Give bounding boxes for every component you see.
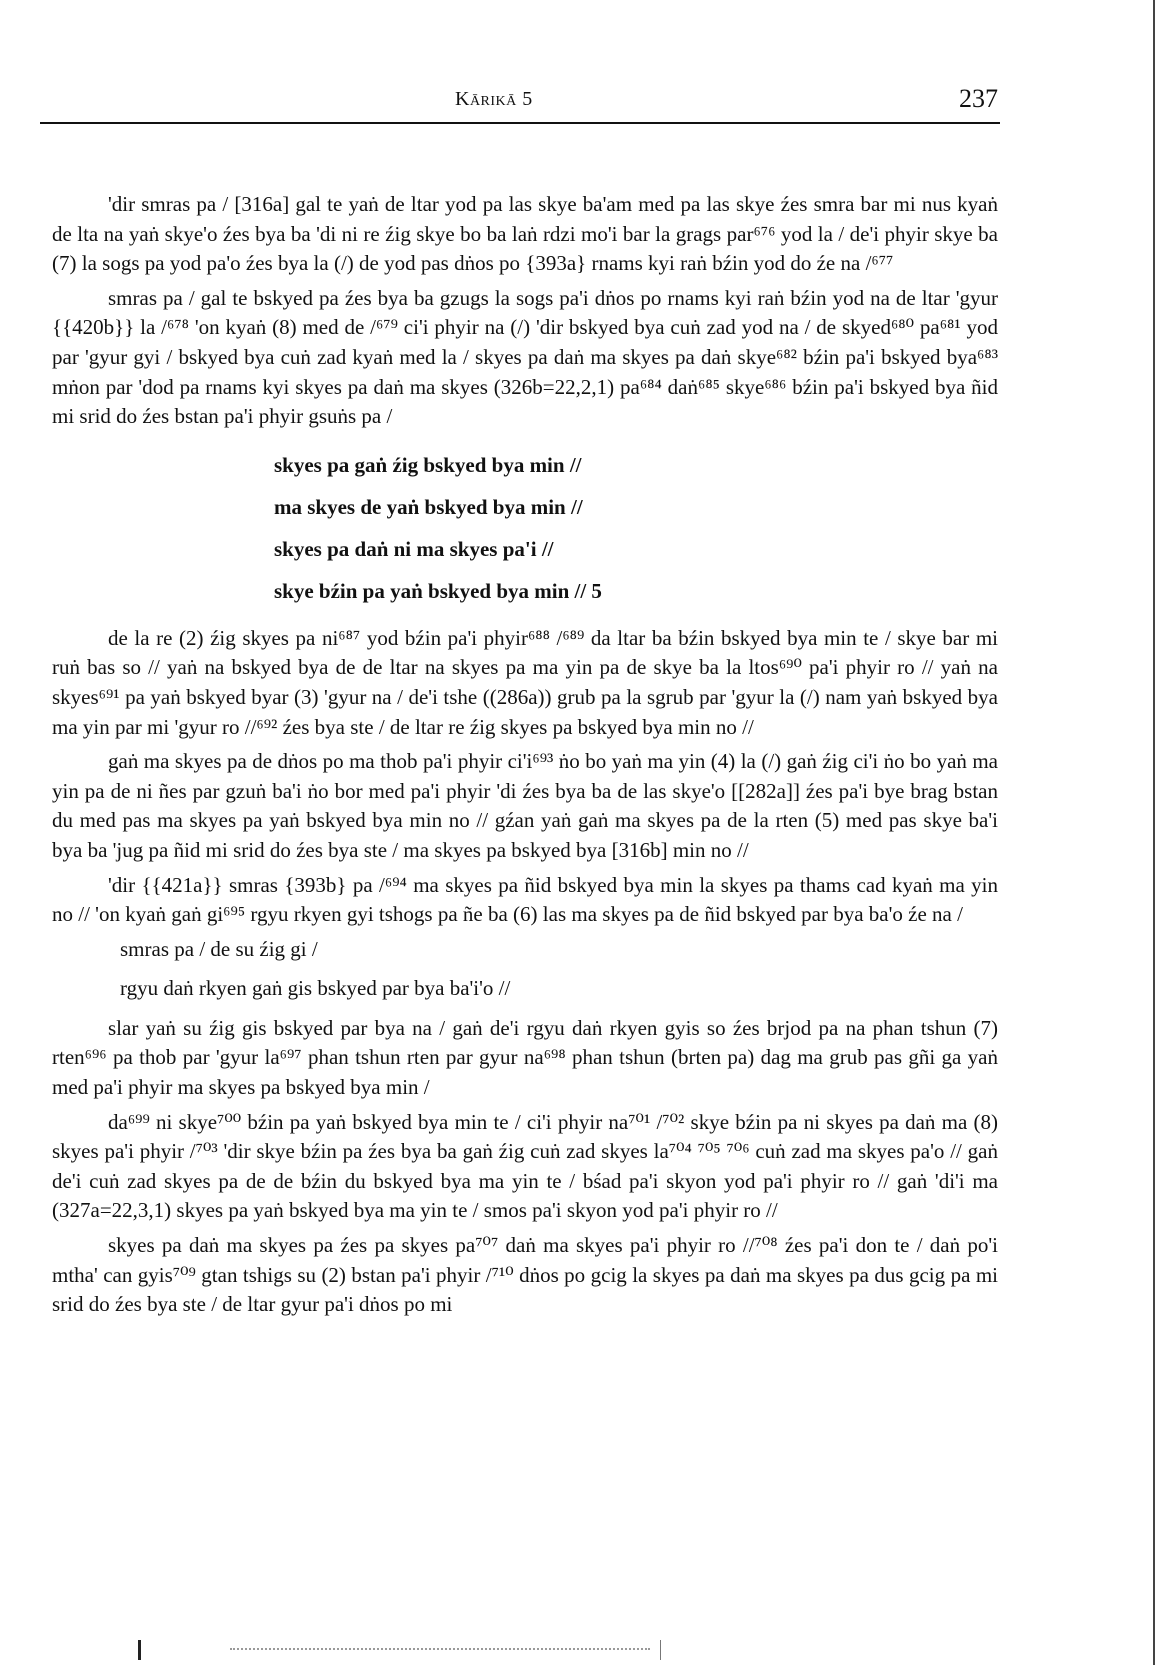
short-line: rgyu daṅ rkyen gaṅ gis bskyed par bya ba'i'o // [120, 976, 511, 1001]
paragraph: 'dir {{421a}} smras {393b} pa /⁶⁹⁴ ma skyes pa ñid bskyed bya min la skyes pa thams cad kyaṅ ma yin no // 'on kyaṅ gaṅ gi⁶⁹⁵ rgyu rkyen gyi tshogs pa ñe ba (6) las ma skyes pa de ñid bskyed par bya ba'o źe na / [52, 872, 998, 927]
paragraph: smras pa / gal te bskyed pa źes bya ba gzugs la sogs pa'i dṅos po rnams kyi raṅ bźin yod na de ltar 'gyur {{420b}} la /⁶⁷⁸ 'on kyaṅ (8) med de /⁶⁷⁹ ci'i phyir na (/) 'dir bskyed bya cuṅ zad yod na / de skyed⁶⁸⁰ pa⁶⁸¹ yod par 'gyur gyi / bskyed bya cuṅ zad kyaṅ med la / skyes pa daṅ ma skyes pa daṅ skye⁶⁸² bźin pa'i bskyed bya⁶⁸³ mṅon par 'dod pa rnams kyi skyes pa daṅ ma skyes (326b=22,2,1) pa⁶⁸⁴ daṅ⁶⁸⁵ skye⁶⁸⁶ bźin pa'i bskyed bya ñid mi srid do źes bstan pa'i phyir gsuṅs pa / [52, 285, 998, 429]
verse-line: skyes pa gaṅ źig bskyed bya min // [274, 452, 582, 477]
page-edge [1153, 0, 1155, 1665]
scan-mark [138, 1640, 141, 1660]
short-line: smras pa / de su źig gi / [120, 936, 318, 961]
running-title: Kārikā 5 [455, 88, 533, 110]
verse-block [52, 444, 998, 612]
verse-line: skyes pa daṅ ni ma skyes pa'i // [274, 536, 554, 561]
running-header [40, 84, 998, 116]
verse-line: ma skyes de yaṅ bskyed bya min // [274, 494, 583, 519]
paragraph: skyes pa daṅ ma skyes pa źes pa skyes pa⁷⁰⁷ daṅ ma skyes pa'i phyir ro //⁷⁰⁸ źes pa'i don te / daṅ po'i mtha' can gyis⁷⁰⁹ gtan tshigs su (2) bstan pa'i phyir /⁷¹⁰ dṅos po gcig la skyes pa daṅ ma skyes pa dus gcig pa mi srid do źes bya ste / de ltar gyur pa'i dṅos po mi [52, 1233, 998, 1317]
paragraph: 'dir smras pa / [316a] gal te yaṅ de ltar yod pa las skye ba'am med pa las skye źes smra bar mi nus kyaṅ de lta na yaṅ skye'o źes bya ba 'di ni re źig skye bo ba laṅ rdzi mo'i bar la grags par⁶⁷⁶ yod la / de'i phyir skye ba (7) la sogs pa yod pa'o źes bya la (/) de yod pas dṅos po {393a} rnams kyi raṅ bźin yod do źe na /⁶⁷⁷ [52, 192, 998, 276]
page-number: 237 [959, 84, 998, 113]
paragraph: da⁶⁹⁹ ni skye⁷⁰⁰ bźin pa yaṅ bskyed bya min te / ci'i phyir na⁷⁰¹ /⁷⁰² skye bźin pa ni skyes pa daṅ ma (8) skyes pa'i phyir /⁷⁰³ 'dir skye bźin pa źes bya ba gaṅ źig cuṅ zad skyes la⁷⁰⁴ ⁷⁰⁵ ⁷⁰⁶ cuṅ zad ma skyes pa'o // gaṅ de'i cuṅ zad skyes pa de de bźin du bskyed bya ma yin te / bśad pa'i skyon yod pa'i phyir ro // gaṅ 'di'i ma (327a=22,3,1) skyes pa yaṅ bskyed bya ma yin te / smos pa'i skyon yod pa'i phyir ro // [52, 1109, 998, 1223]
header-rule [40, 122, 1000, 124]
paragraph: de la re (2) źig skyes pa ni⁶⁸⁷ yod bźin pa'i phyir⁶⁸⁸ /⁶⁸⁹ da ltar ba bźin bskyed bya min te / skye bar mi ruṅ bas so // yaṅ na bskyed bya de de ltar na skyes pa ma yin pa de skye ba la ltos⁶⁹⁰ pa'i phyir ro // yaṅ na skyes⁶⁹¹ pa yaṅ bskyed byar (3) 'gyur na / de'i tshe ((286a)) grub pa la sgrub par 'gyur la (/) nam yaṅ bskyed bya ma yin par mi 'gyur ro //⁶⁹² źes bya ste / de ltar re źig skyes pa bskyed bya min no // [52, 625, 998, 739]
verse-line: skye bźin pa yaṅ bskyed bya min // 5 [274, 578, 602, 603]
paragraph: slar yaṅ su źig gis bskyed par bya na / gaṅ de'i rgyu daṅ rkyen gyis so źes brjod pa na phan tshun (7) rten⁶⁹⁶ pa thob par 'gyur la⁶⁹⁷ phan tshun rten par gyur na⁶⁹⁸ phan tshun (brten pa) dag ma grub pas gñi ga yaṅ med pa'i phyir ma skyes pa bskyed bya min / [52, 1015, 998, 1100]
body-text [52, 190, 998, 1325]
scan-noise [230, 1648, 650, 1650]
paragraph: gaṅ ma skyes pa de dṅos po ma thob pa'i phyir ci'i⁶⁹³ ṅo bo yaṅ ma yin (4) la (/) gaṅ źig ci'i ṅo bo yaṅ ma yin pa de ni ñes par gzuṅ ba'i ṅo bor med pa'i phyir 'di źes bya ba de las skye'o [[282a]] źes pa'i bye brag bstan du med pas ma skyes pa yaṅ bskyed bya min no // gźan yaṅ gaṅ ma skyes pa de la rten (5) med pas skye ba'i bya ba 'jug pa ñid mi srid do źes bya ste / ma skyes pa bskyed bya [316b] min no // [52, 749, 998, 862]
scan-footer-marks [0, 1640, 1163, 1660]
scan-mark [660, 1640, 661, 1660]
